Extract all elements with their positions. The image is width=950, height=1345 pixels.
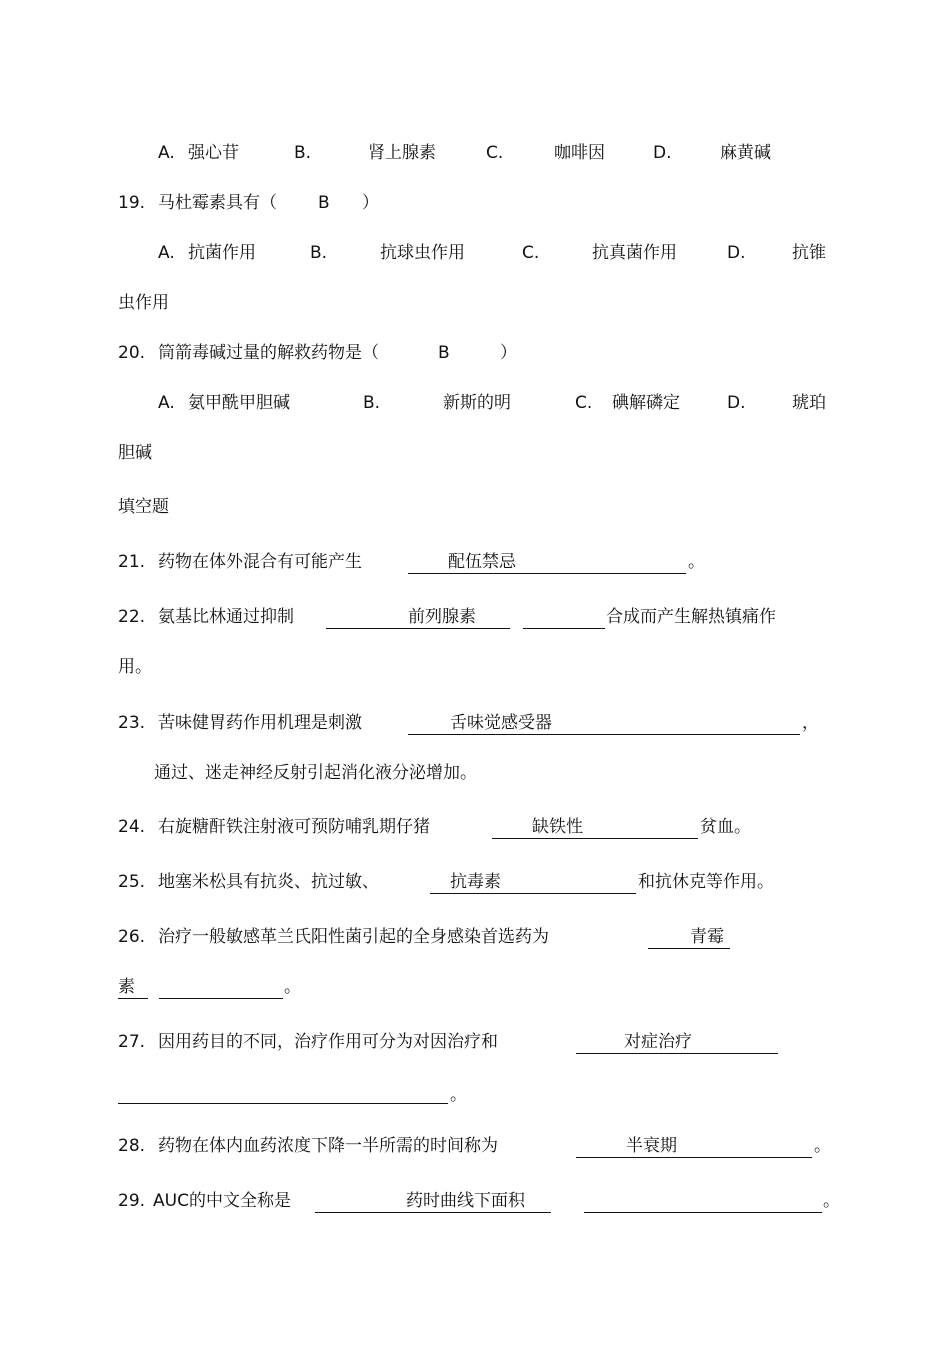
q19-option-b-letter: B. — [310, 243, 328, 263]
q26-answer-blank-1 — [648, 948, 730, 949]
q18-option-b-letter: B. — [294, 143, 312, 163]
q28-end: 。 — [814, 1136, 831, 1156]
q20-option-b-letter: B. — [363, 393, 381, 413]
q29-stem: AUC的中文全称是 — [153, 1191, 291, 1211]
q27-answer-blank-1 — [576, 1053, 778, 1054]
q24-number: 24. — [118, 817, 146, 837]
q19-option-a-letter: A. — [158, 243, 175, 263]
q18-option-c-letter: C. — [486, 143, 504, 163]
q20-option-d-continuation: 胆碱 — [118, 443, 152, 463]
q20-stem: 筒箭毒碱过量的解救药物是（ — [158, 343, 379, 363]
q19-option-b-text: 抗球虫作用 — [380, 243, 465, 263]
q24-stem: 右旋糖酐铁注射液可预防哺乳期仔猪 — [158, 817, 430, 837]
q21-end: 。 — [688, 552, 705, 572]
q19-option-d-letter: D. — [727, 243, 746, 263]
q26-answer-part2: 素 — [118, 977, 135, 997]
q27-stem: 因用药目的不同，治疗作用可分为对因治疗和 — [158, 1032, 498, 1052]
q22-number: 22. — [118, 607, 146, 627]
q18-option-c-text: 咖啡因 — [554, 143, 605, 163]
q19-option-c-letter: C. — [522, 243, 540, 263]
q22-tail: 合成而产生解热镇痛作 — [606, 607, 776, 627]
q28-answer-blank — [576, 1157, 812, 1158]
q26-answer-blank-3 — [159, 998, 283, 999]
q27-number: 27. — [118, 1032, 146, 1052]
q24-answer-blank — [492, 838, 698, 839]
q19-number: 19. — [118, 193, 146, 213]
q27-answer: 对症治疗 — [624, 1032, 692, 1052]
q25-answer-blank — [430, 893, 636, 894]
q29-number: 29. — [118, 1191, 146, 1211]
q20-close-paren: ） — [500, 343, 517, 363]
q26-stem: 治疗一般敏感革兰氏阳性菌引起的全身感染首选药为 — [158, 927, 549, 947]
q21-answer: 配伍禁忌 — [448, 552, 516, 572]
q22-answer-blank-2 — [523, 628, 605, 629]
q21-answer-blank — [408, 573, 686, 574]
q23-answer-blank — [408, 734, 800, 735]
q29-end: 。 — [823, 1191, 840, 1211]
q23-continuation: 通过、迷走神经反射引起消化液分泌增加。 — [154, 763, 477, 783]
q25-stem: 地塞米松具有抗炎、抗过敏、 — [158, 872, 379, 892]
q29-answer-blank-1 — [315, 1212, 551, 1213]
q19-option-c-text: 抗真菌作用 — [592, 243, 677, 263]
q18-option-b-text: 肾上腺素 — [368, 143, 436, 163]
q21-stem: 药物在体外混合有可能产生 — [158, 552, 362, 572]
q23-answer: 舌味觉感受器 — [450, 713, 552, 733]
q20-option-a-text: 氨甲酰甲胆碱 — [188, 393, 290, 413]
q18-option-a-letter: A. — [158, 143, 175, 163]
q18-option-d-text: 麻黄碱 — [720, 143, 771, 163]
section-title-fill-in-blank: 填空题 — [118, 497, 169, 517]
q19-answer: B — [318, 193, 330, 213]
q24-answer: 缺铁性 — [532, 817, 583, 837]
q20-option-c-text: 碘解磷定 — [612, 393, 680, 413]
q19-option-d-continuation: 虫作用 — [118, 293, 169, 313]
q24-end: 贫血。 — [700, 817, 751, 837]
q28-number: 28. — [118, 1136, 146, 1156]
q27-end: 。 — [450, 1085, 467, 1105]
q29-answer-blank-2 — [584, 1212, 822, 1213]
q20-answer: B — [438, 343, 450, 363]
q28-answer: 半衰期 — [626, 1136, 677, 1156]
q28-stem: 药物在体内血药浓度下降一半所需的时间称为 — [158, 1136, 498, 1156]
q20-option-c-letter: C. — [575, 393, 593, 413]
q23-number: 23. — [118, 713, 146, 733]
q25-answer: 抗毒素 — [450, 872, 501, 892]
q22-answer-blank-1 — [326, 628, 510, 629]
q20-option-d-letter: D. — [727, 393, 746, 413]
q20-option-d-text: 琥珀 — [792, 393, 826, 413]
q23-end: ， — [802, 713, 819, 733]
q22-continuation: 用。 — [118, 657, 152, 677]
q19-option-d-text: 抗锥 — [792, 243, 826, 263]
q20-option-b-text: 新斯的明 — [443, 393, 511, 413]
q21-number: 21. — [118, 552, 146, 572]
q19-close-paren: ） — [362, 193, 379, 213]
q26-end: 。 — [284, 977, 301, 997]
q27-answer-blank-2 — [118, 1103, 448, 1104]
q22-answer: 前列腺素 — [408, 607, 476, 627]
q18-option-d-letter: D. — [653, 143, 672, 163]
q25-end: 和抗休克等作用。 — [638, 872, 774, 892]
q19-stem: 马杜霉素具有（ — [158, 193, 277, 213]
q25-number: 25. — [118, 872, 146, 892]
q29-answer: 药时曲线下面积 — [406, 1191, 525, 1211]
q19-option-a-text: 抗菌作用 — [188, 243, 256, 263]
q22-stem: 氨基比林通过抑制 — [158, 607, 294, 627]
q20-option-a-letter: A. — [158, 393, 175, 413]
q23-stem: 苦味健胃药作用机理是刺激 — [158, 713, 362, 733]
q26-answer-blank-2 — [118, 998, 148, 999]
q26-answer-part1: 青霉 — [690, 927, 724, 947]
q26-number: 26. — [118, 927, 146, 947]
q18-option-a-text: 强心苷 — [188, 143, 239, 163]
q20-number: 20. — [118, 343, 146, 363]
